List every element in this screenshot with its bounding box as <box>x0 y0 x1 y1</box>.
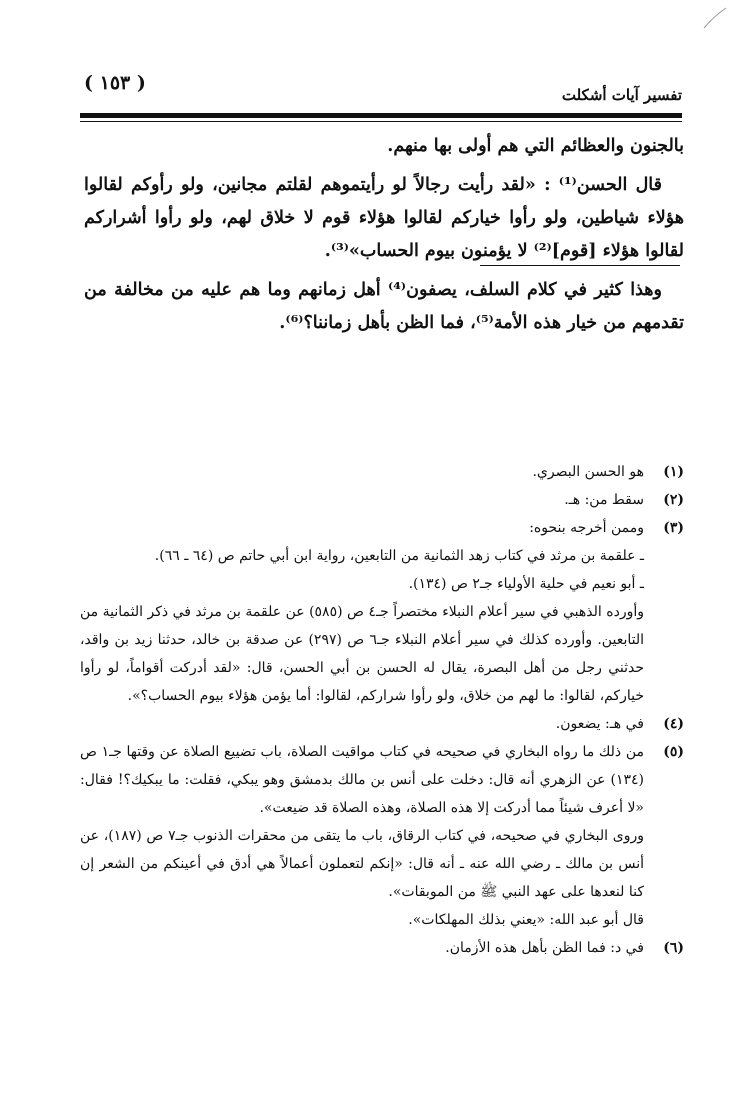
footnote-number: (٣) <box>663 520 684 536</box>
running-title: تفسير آيات أشكلت <box>561 86 682 104</box>
footnote-text <box>80 738 644 934</box>
footnote-number: (٢) <box>663 492 684 508</box>
footnote-text <box>80 710 644 738</box>
footnote-line: وممن أخرجه بنحوه: <box>529 520 644 536</box>
paragraph: بالجنون والعظائم التي هم أولى بها منهم. <box>387 136 684 156</box>
footnote-number: (٤) <box>663 716 684 732</box>
footnote-line: سقط من: هـ. <box>564 492 644 508</box>
footnote-number: (٥) <box>663 744 684 760</box>
footnote-text <box>80 514 644 710</box>
header-rule-thin <box>80 121 682 122</box>
footnotes <box>80 458 684 962</box>
footnote-line: قال أبو عبد الله: «يعني بذلك المهلكات». <box>408 912 644 928</box>
footnote-line: ـ أبو نعيم في حلية الأولياء جـ٢ ص (١٣٤). <box>408 576 644 592</box>
footnote <box>80 934 684 962</box>
footnote-separator <box>480 265 680 266</box>
footnote <box>80 486 684 514</box>
footnote <box>80 710 684 738</box>
footnote <box>80 458 684 486</box>
paragraph: قال الحسن⁽¹⁾ : «لقد رأيت رجالاً لو رأيتموهم لقلتم مجانين، ولو رأوكم لقالوا هؤلاء شياطين، ولو رأوا خياركم لقالوا هؤلاء قوم لا خلاق لهم، ولو رأوا أشراركم لقالوا هؤلاء [قوم]⁽²⁾ لا يؤمنون بيوم الحساب»⁽³⁾. <box>84 175 684 261</box>
footnote-number: (١) <box>663 464 684 480</box>
footnote-line: في د: فما الظن بأهل هذه الأزمان. <box>445 940 644 956</box>
footnote-line: في هـ: يضعون. <box>555 716 644 732</box>
pencil-mark-icon <box>700 6 730 30</box>
footnote <box>80 738 684 934</box>
footnote-text <box>80 934 644 962</box>
footnote-number: (٦) <box>663 940 684 956</box>
header-rule-thick <box>80 113 682 118</box>
footnote-line: ـ علقمة بن مرثد في كتاب زهد الثمانية من التابعين، رواية ابن أبي حاتم ص (٦٤ ـ ٦٦). <box>154 548 644 564</box>
footnote-line: هو الحسن البصري. <box>532 464 644 480</box>
paragraph: وهذا كثير في كلام السلف، يصفون⁽⁴⁾ أهل زمانهم وما هم عليه من مخالفة من تقدمهم من خيار هذه الأمة⁽⁵⁾، فما الظن بأهل زماننا؟⁽⁶⁾. <box>84 280 684 333</box>
footnote-line: من ذلك ما رواه البخاري في صحيحه في كتاب مواقيت الصلاة، باب تضييع الصلاة عن وقتها جـ١ ص (١٣٤) عن الزهري أنه قال: دخلت على أنس بن مالك بدمشق وهو يبكي، فقلت: ما يبكيك؟! فقال: «لا أعرف شيئاً مما أدركت إلا هذه الصلاة، وهذه الصلاة قد ضيعت». <box>80 744 644 816</box>
footnote-text <box>80 458 644 486</box>
footnote-text <box>80 486 644 514</box>
footnote-line: وروى البخاري في صحيحه، في كتاب الرقاق، باب ما يتقى من محقرات الذنوب جـ٧ ص (١٨٧)، عن أنس بن مالك ـ رضي الله عنه ـ أنه قال: «إنكم لتعملون أعمالاً هي أدق في أعينكم من الشعر إن كنا لنعدها على عهد النبي ﷺ من الموبقات». <box>80 828 644 900</box>
page-number: ( ١٥٣ ) <box>84 72 146 94</box>
footnote <box>80 514 684 710</box>
page-header <box>78 70 682 104</box>
main-text <box>84 130 684 346</box>
footnote-line: وأورده الذهبي في سير أعلام النبلاء مختصراً جـ٤ ص (٥٨٥) عن علقمة بن مرثد في ذكر الثمانية من التابعين. وأورده كذلك في سير أعلام النبلاء جـ٦ ص (٢٩٧) عن صدقة بن خالد، حدثنا زيد بن واقد، حدثني رجل من أهل البصرة، يقال له الحسن بن أبي الحسن، قال: «لقد أدركت أقواماً، لو رأوا خياركم، لقالوا: ما لهم من خلاق، ولو رأوا شراركم، لقالوا: أما يؤمن هؤلاء بيوم الحساب؟». <box>80 604 644 704</box>
